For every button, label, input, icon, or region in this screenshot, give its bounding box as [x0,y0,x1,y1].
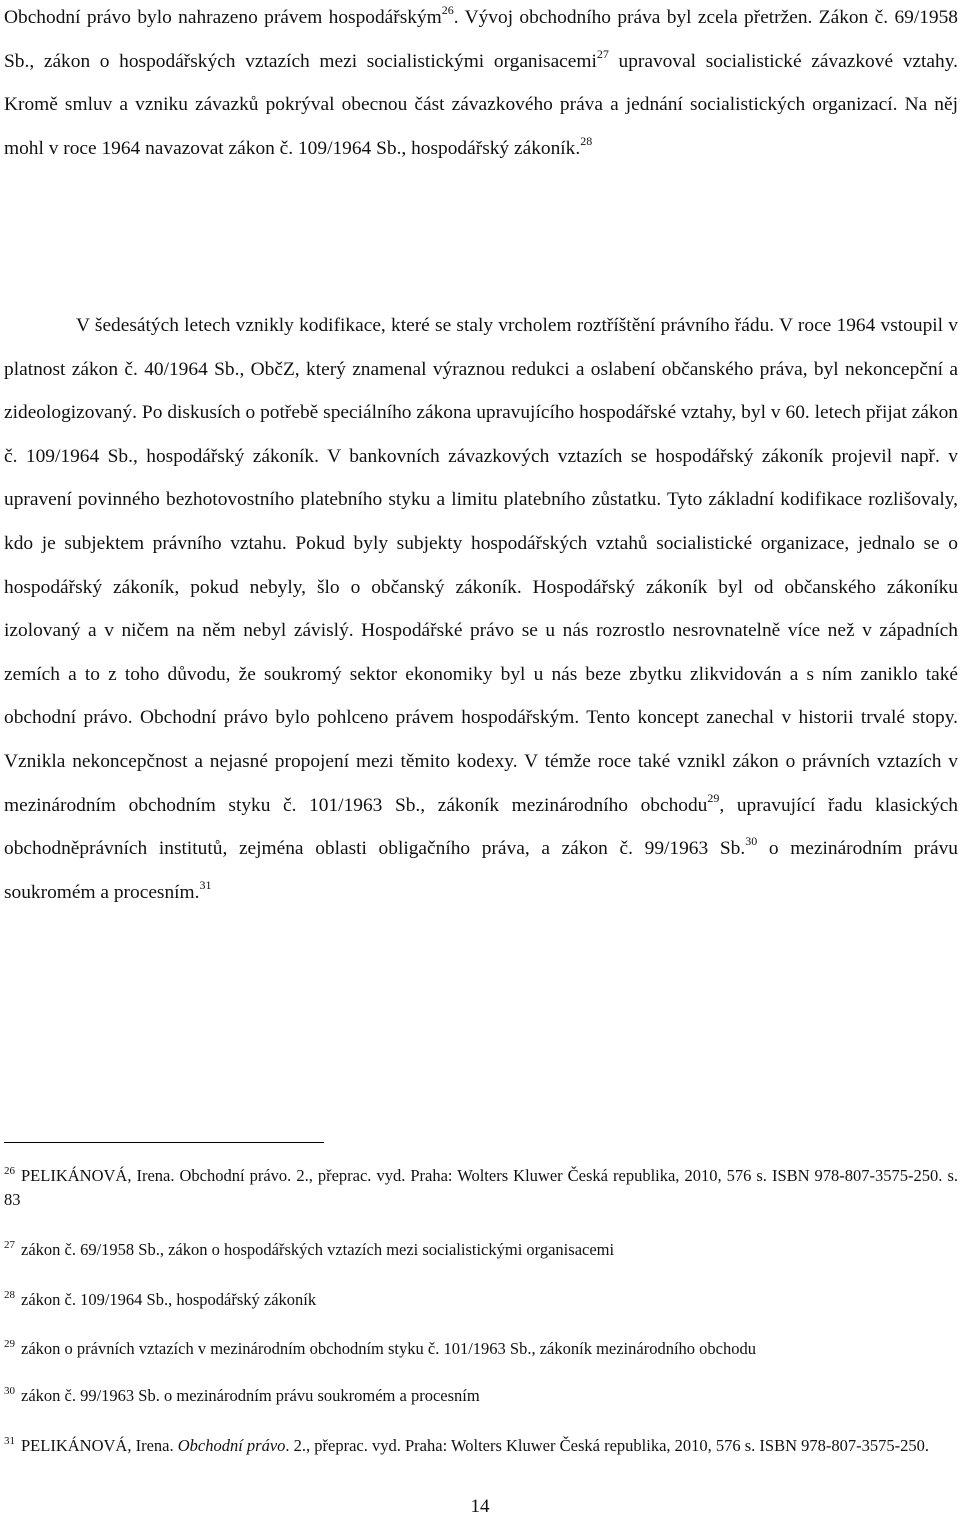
footnote-26 [4,1164,958,1212]
paragraph-text: o mezinárodním právu soukromém a procesním. [4,838,958,903]
footnote-text: PELIKÁNOVÁ, Irena. [21,1436,178,1455]
footnote-27 [4,1238,958,1262]
paragraph-text: , upravující řadu klasických obchodněprávních institutů, zejména oblasti obligačního práva, a zákon č. 99/1963 Sb. [4,794,958,860]
page-number: 14 [470,1496,490,1517]
footnote-31 [4,1434,958,1458]
footnote-book-title: Obchodní právo [177,1436,286,1455]
footnote-number: 27 [4,1239,15,1251]
footnote-28 [4,1288,958,1312]
footnote-text: zákon č. 99/1963 Sb. o mezinárodním právu soukromém a procesním [21,1386,480,1405]
footnote-ref[interactable]: 28 [580,133,593,148]
footnote-number: 26 [4,1165,15,1177]
paragraph-main [4,304,958,914]
footnote-ref[interactable]: 29 [707,790,720,805]
footnote-text: . 2., přeprac. vyd. Praha: Wolters Kluwer Česká republika, 2010, 576 s. ISBN 978-807-3575-250. [285,1436,930,1455]
footnote-number: 30 [4,1385,15,1397]
footnote-text: zákon o právních vztazích v mezinárodním obchodním styku č. 101/1963 Sb., zákoník mezinárodního obchodu [21,1339,756,1358]
footnote-30 [4,1384,958,1408]
paragraph-text: V šedesátých letech vznikly kodifikace, které se staly vrcholem roztříštění právního řádu. V roce 1964 vstoupil v platnost zákon č. 40/1964 Sb., ObčZ, který znamenal výraznou redukci a oslabení občanského práva, byl nekoncepční a zideologizovaný. Po diskusích o potřebě speciálního zákona upravujícího hospodářské vztahy, byl v 60. letech přijat zákon č. 109/1964 Sb., hospodářský zákoník. V bankovních závazkových vztazích se hospodářský zákoník projevil např. v upravení povinného bezhotovostního platebního styku a limitu platebního zůstatku. Tyto základní kodifikace rozlišovaly, kdo je subjektem právního vztahu. Pokud byly subjekty hospodářských vztahů socialistické organizace, jednalo se o hospodářský zákoník, pokud nebyly, šlo o občanský zákoník. Hospodářský zákoník byl od občanského zákoníku izolovaný a v ničem na něm nebyl závislý. Hospodářské právo se u nás rozrostlo nesrovnatelně více než v západních zemích a to z toho důvodu, že soukromý sektor ekonomiky byl u nás beze zbytku zlikvidován a s ním zaniklo také obchodní právo. Obchodní právo bylo pohlceno právem hospodářským. Tento koncept zanechal v historii trvalé stopy. Vznikla nekoncepčnost a nejasné propojení mezi těmito kodexy. V témže roce také vznikl zákon o právních vztazích v mezinárodním obchodním styku č. 101/1963 Sb., zákoník mezinárodního obchodu [4,315,958,816]
footnote-text: PELIKÁNOVÁ, Irena. Obchodní právo. 2., přeprac. vyd. Praha: Wolters Kluwer Česká republika, 2010, 576 s. ISBN 978-807-3575-250. s. 83 [4,1166,958,1209]
footnote-number: 28 [4,1289,15,1301]
footnote-text: zákon č. 69/1958 Sb., zákon o hospodářských vztazích mezi socialistickými organisacemi [21,1240,615,1259]
footnote-ref[interactable]: 31 [199,877,212,892]
paragraph-intro [4,0,958,170]
footnote-ref[interactable]: 26 [441,3,454,17]
footnote-29 [4,1338,958,1360]
paragraph-text: Obchodní právo bylo nahrazeno právem hospodářským [4,7,442,28]
footnote-number: 29 [4,1338,15,1350]
footnote-ref[interactable]: 30 [745,834,758,849]
footnote-text: zákon č. 109/1964 Sb., hospodářský zákoník [21,1290,317,1309]
footnote-separator [4,1142,324,1143]
paragraph-text: . Vývoj obchodního práva byl zcela přetržen. Zákon č. 69/1958 Sb., zákon o hospodářských vztazích mezi socialistickými organisacemi [4,7,958,72]
footnote-ref[interactable]: 27 [596,46,609,61]
paragraph-text: upravoval socialistické závazkové vztahy. Kromě smluv a vzniku závazků pokrýval obecnou část závazkového práva a jednání socialistických organizací. Na něj mohl v roce 1964 navazovat zákon č. 109/1964 Sb., hospodářský zákoník. [4,50,958,159]
footnote-number: 31 [4,1435,15,1447]
